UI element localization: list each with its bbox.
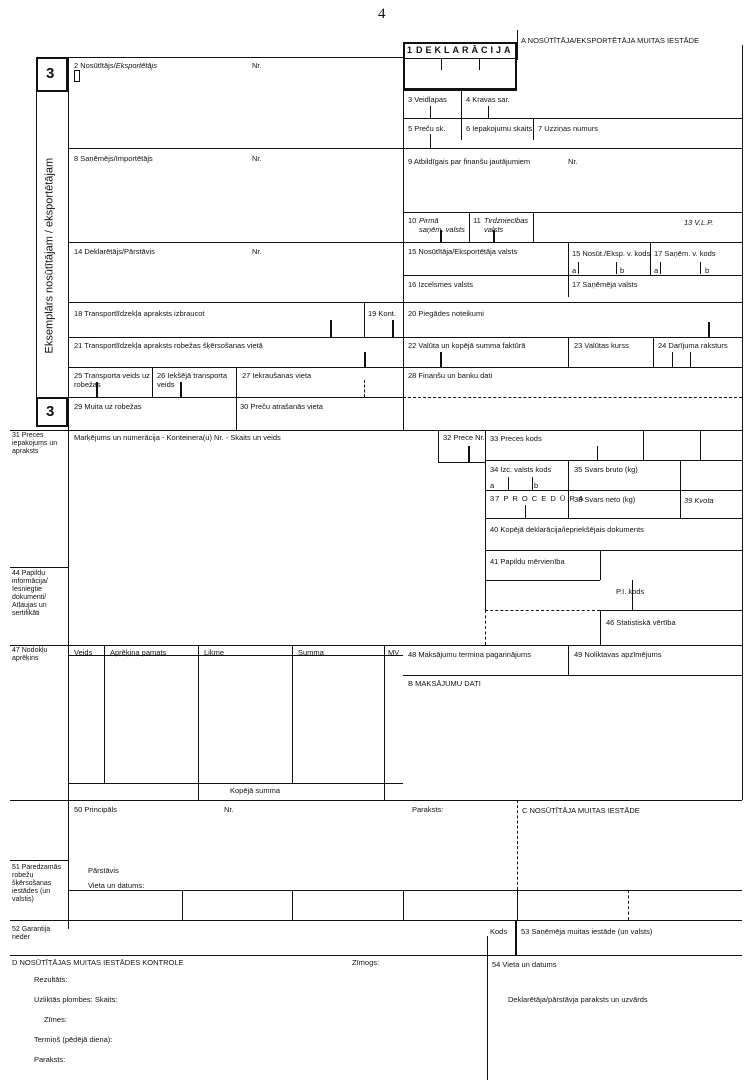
side-title: Eksemplārs nosūtītājam / eksportētājam [43,157,56,354]
tick-34a [508,477,509,490]
line-y610 [600,610,742,611]
line-y367 [68,367,742,368]
box-53-label: 53 Saņēmēja muitas iestāde (un valsts) [521,927,653,936]
tick-4 [488,106,489,118]
box-54-label: 54 Vieta un datums [492,960,557,969]
box-50-paraksts: Paraksts: [412,805,444,814]
parstavis-label: Pārstāvis [88,866,119,875]
box-52-side-label: 52 Garantija neder [12,926,51,941]
tick-20 [708,322,710,337]
title-div2 [479,58,480,70]
box-34-label: 34 Izc. valsts kods [490,465,552,474]
sheet-number-bottom-text: 3 [46,403,55,420]
v-485-dash [485,610,486,645]
box-10-num: 10 [408,216,417,225]
box-24-label: 24 Darījuma raksturs [658,341,728,350]
tick-19 [392,320,394,337]
box-11-label: Tirdzniecības valsts [484,216,529,234]
v-485 [485,430,486,610]
col-403 [403,57,404,430]
box-15-b: b [620,266,625,275]
tax-v4 [384,645,385,800]
title-div1 [441,58,442,70]
line-y462-32 [438,462,485,463]
top-line-left [68,57,403,58]
b51-v3 [403,890,404,920]
t33-c [700,430,701,460]
d-paraksts-label: Paraksts: [34,1055,66,1064]
tick-25 [96,382,98,397]
box-14-nr: Nr. [252,247,262,256]
v-515 [515,920,517,955]
v-533b [533,212,534,242]
tick-22 [440,352,442,367]
box-41-label: 41 Papildu mērvienība [490,557,565,566]
box-9-nr: Nr. [568,157,578,166]
plombes-label: Uzliktās plombes: Skaits: [34,995,118,1004]
box-16-label: 16 Izcelsmes valsts [408,280,474,289]
line-y460 [485,460,742,461]
line-y955 [10,955,742,956]
box-2-nr: Nr. [252,61,262,70]
line-y337 [68,337,742,338]
box-31-label: Marķējums un numerācija - Konteinera(u) Nr. - Skaits un veids [74,433,281,442]
v-152 [152,367,153,397]
title-mid [403,58,517,59]
v-653 [653,337,654,367]
box-A-label: A NOSŪTĪTĀJA/EKSPORTĒTĀJA MUITAS IESTĀDE [521,36,700,45]
right-frame-2 [742,430,743,800]
v-568d [568,645,569,675]
v-469 [469,212,470,242]
v-568c [568,460,569,518]
page-number: 4 [378,6,386,22]
box-32-label: 32 Prece Nr. [443,433,485,442]
inner-left-line [68,57,69,929]
box-A-left [517,30,518,60]
line-y118 [403,118,742,119]
tick-24a [672,352,673,367]
line-y148 [68,148,742,149]
box-22-label: 22 Valūta un kopējā summa faktūrā [408,341,526,350]
t33-a [597,446,598,460]
line-y275 [403,275,742,276]
box-3-label: 3 Veidlapas [408,95,447,104]
box-5-label: 5 Preču sk. [408,124,446,133]
box-33-label: 33 Preces kods [490,434,542,443]
v-438 [438,430,439,462]
box-15-a: a [572,266,577,275]
tax-v1 [104,645,105,783]
tick-32 [468,446,470,462]
box-48-label: 48 Maksājumu termiņa pagarinājums [408,650,531,659]
box-50-nr: Nr. [224,805,234,814]
v-487 [487,936,488,956]
kopeja-summa: Kopējā summa [230,786,281,795]
box-7-label: 7 Uzziņas numurs [538,124,599,133]
b51-v4 [517,890,518,920]
box-28-label: 28 Finanšu un banku dati [408,371,493,380]
box-37-label: 37 P R O C E D Ū R A [490,494,585,503]
box-47-side-label: 47 Nodokļu aprēķins [12,647,48,662]
box-29-label: 29 Muita uz robežas [74,402,142,411]
box-38-label: 38 Svars neto (kg) [574,495,636,504]
line-y242 [68,242,742,243]
box-30-label: 30 Preču atrašanās vieta [240,402,323,411]
line-y645 [10,645,742,646]
box-39-label: 39 Kvota [684,496,714,505]
box-44-side-label: 44 Papildu informācija/ Iesniegtie dokumenti/ Atļaujas un sertifikāti [12,570,48,617]
v-568b [568,337,569,367]
box-2-label: 2 Nosūtītājs/Eksportētājs [74,61,157,70]
box-9-label: 9 Atbildīgais par finanšu jautājumiem [408,157,531,166]
col-mv: MV [388,648,400,657]
box-C-label: C NOSŪTĪTĀJA MUITAS IESTĀDE [522,806,640,815]
tick-17a [660,262,661,274]
tick-37 [525,505,526,518]
box-17-label: 17 Saņēmēja valsts [572,280,638,289]
box-15-label: 15 Nosūtītāja/Eksportētāja valsts [408,247,518,256]
box-50-label: 50 Principāls [74,805,117,814]
box-23-label: 23 Valūtas kurss [574,341,629,350]
v-517-dash [517,800,518,890]
tax-v3 [292,645,293,783]
tick-27 [364,380,365,397]
vieta-datums-label: Vieta un datums: [88,881,145,890]
line-y860-left [10,860,68,861]
pi-kods-label: P.I. kods [616,587,645,596]
box-14-label: 14 Deklarētājs/Pārstāvis [74,247,155,256]
b51-v5 [628,890,629,920]
box-49-label: 49 Noliktavas apzīmējums [574,650,662,659]
kods-label: Kods [490,927,508,936]
box-26-label: 26 Iekšējā transporta veids [157,371,228,389]
line-y580 [485,580,600,581]
line-y490 [485,490,742,491]
line-y518 [485,518,742,519]
tick-3 [430,106,431,118]
line-y397-dash [403,397,742,398]
line-y397 [68,397,403,398]
box-11-num: 11 [473,216,481,225]
box-13-label: 13 V.L.P. [684,218,714,227]
col-veids: Veids [74,648,93,657]
tick-21 [364,352,366,367]
zimogs-label: Zīmogs: [352,958,380,967]
box-6-label: 6 Iepakojumu skaits [466,124,533,133]
line-y302 [68,302,742,303]
line-y800 [10,800,742,801]
tick-10 [440,230,442,242]
col-likme: Likme [204,648,225,657]
tick-17b [700,262,701,274]
box-46-label: 46 Statistiskā vērtība [606,618,676,627]
tick-5 [430,134,431,148]
box-31-side-label: 31 Preces iepakojums un apraksts [12,432,58,455]
v-600 [600,550,601,580]
box-17ab-label: 17 Saņēm. v. kods [654,249,716,258]
box-40-label: 40 Kopējā deklarācija/iepriekšējais dokuments [490,525,644,534]
v-236 [236,367,237,430]
tick-11 [493,230,495,242]
line-y610-dash [485,610,600,611]
v-632 [632,580,633,610]
box-20-label: 20 Piegādes noteikumi [408,309,484,318]
t33-b [643,430,644,460]
tick-34b [532,477,533,490]
v-461a [461,90,462,140]
v-600b [600,610,601,645]
rezultats-label: Rezultāts: [34,975,68,984]
title-num: 1 [407,45,413,55]
box-51-side-label: 51 Paredzamās robežu šķērsošanas iestādes (un valstis) [12,864,62,903]
v-487b [487,955,488,1080]
tick-15b [616,262,617,274]
b51-v2 [292,890,293,920]
line-y920 [10,920,742,921]
v-680 [680,460,681,518]
col-summa: Summa [298,648,324,657]
tick-15a [578,262,579,274]
box-25-label: 25 Transporta veids uz robežas [74,371,150,389]
v-650 [650,242,651,275]
b51-v1 [182,890,183,920]
right-frame [742,45,743,430]
termins-label: Termiņš (pēdējā diena): [34,1035,113,1044]
declaration-title: DEKLARĀCIJA [416,45,514,55]
box-10-label: Pirmā saņēm. valsts [419,216,465,234]
deklaretaja-label: Deklarētāja/pārstāvja paraksts un uzvārds [508,995,648,1004]
box-35-label: 35 Svars bruto (kg) [574,465,638,474]
line-y675 [403,675,742,676]
box-2-checkbox[interactable] [74,70,80,82]
box-17-b: b [705,266,710,275]
box-15ab-label: 15 Nosūt./Eksp. v. kods [572,249,651,258]
col-pamats: Aprēķina pamats [110,648,167,657]
line-y890 [68,890,742,891]
box-19-label: 19 Kont. [368,309,396,318]
box-D-label: D NOSŪTĪTĀJAS MUITAS IESTĀDES KONTROLE [12,958,184,967]
v-568 [568,242,569,297]
box-B-label: B MAKSĀJUMU DATI [408,679,481,688]
tick-24b [690,352,691,367]
line-y212 [403,212,742,213]
box-8-nr: Nr. [252,154,262,163]
box-34-b: b [534,481,539,490]
box-8-label: 8 Saņēmējs/Importētājs [74,154,153,163]
box-21-label: 21 Transportlīdzekļa apraksts robežas šķērsošanas vietā [74,341,263,350]
box-17-a: a [654,266,659,275]
box-34-a: a [490,481,495,490]
left-spine [36,92,37,397]
line-y90-right [403,90,517,91]
line-y550 [485,550,742,551]
sheet-number-top-text: 3 [46,65,55,82]
v-533 [533,118,534,140]
line-y430 [10,430,742,431]
tick-26 [180,382,182,397]
line-y567 [10,567,68,568]
box-27-label: 27 Iekraušanas vieta [242,371,312,380]
tick-18 [330,320,332,337]
line-y783 [68,783,403,784]
line-y655 [68,655,403,656]
box-18-label: 18 Transportlīdzekļa apraksts izbraucot [74,309,205,318]
zimes-label: Zīmes: [44,1015,67,1024]
box-4-label: 4 Kravas sar. [466,95,510,104]
v-364 [364,302,365,337]
tax-v2 [198,645,199,800]
